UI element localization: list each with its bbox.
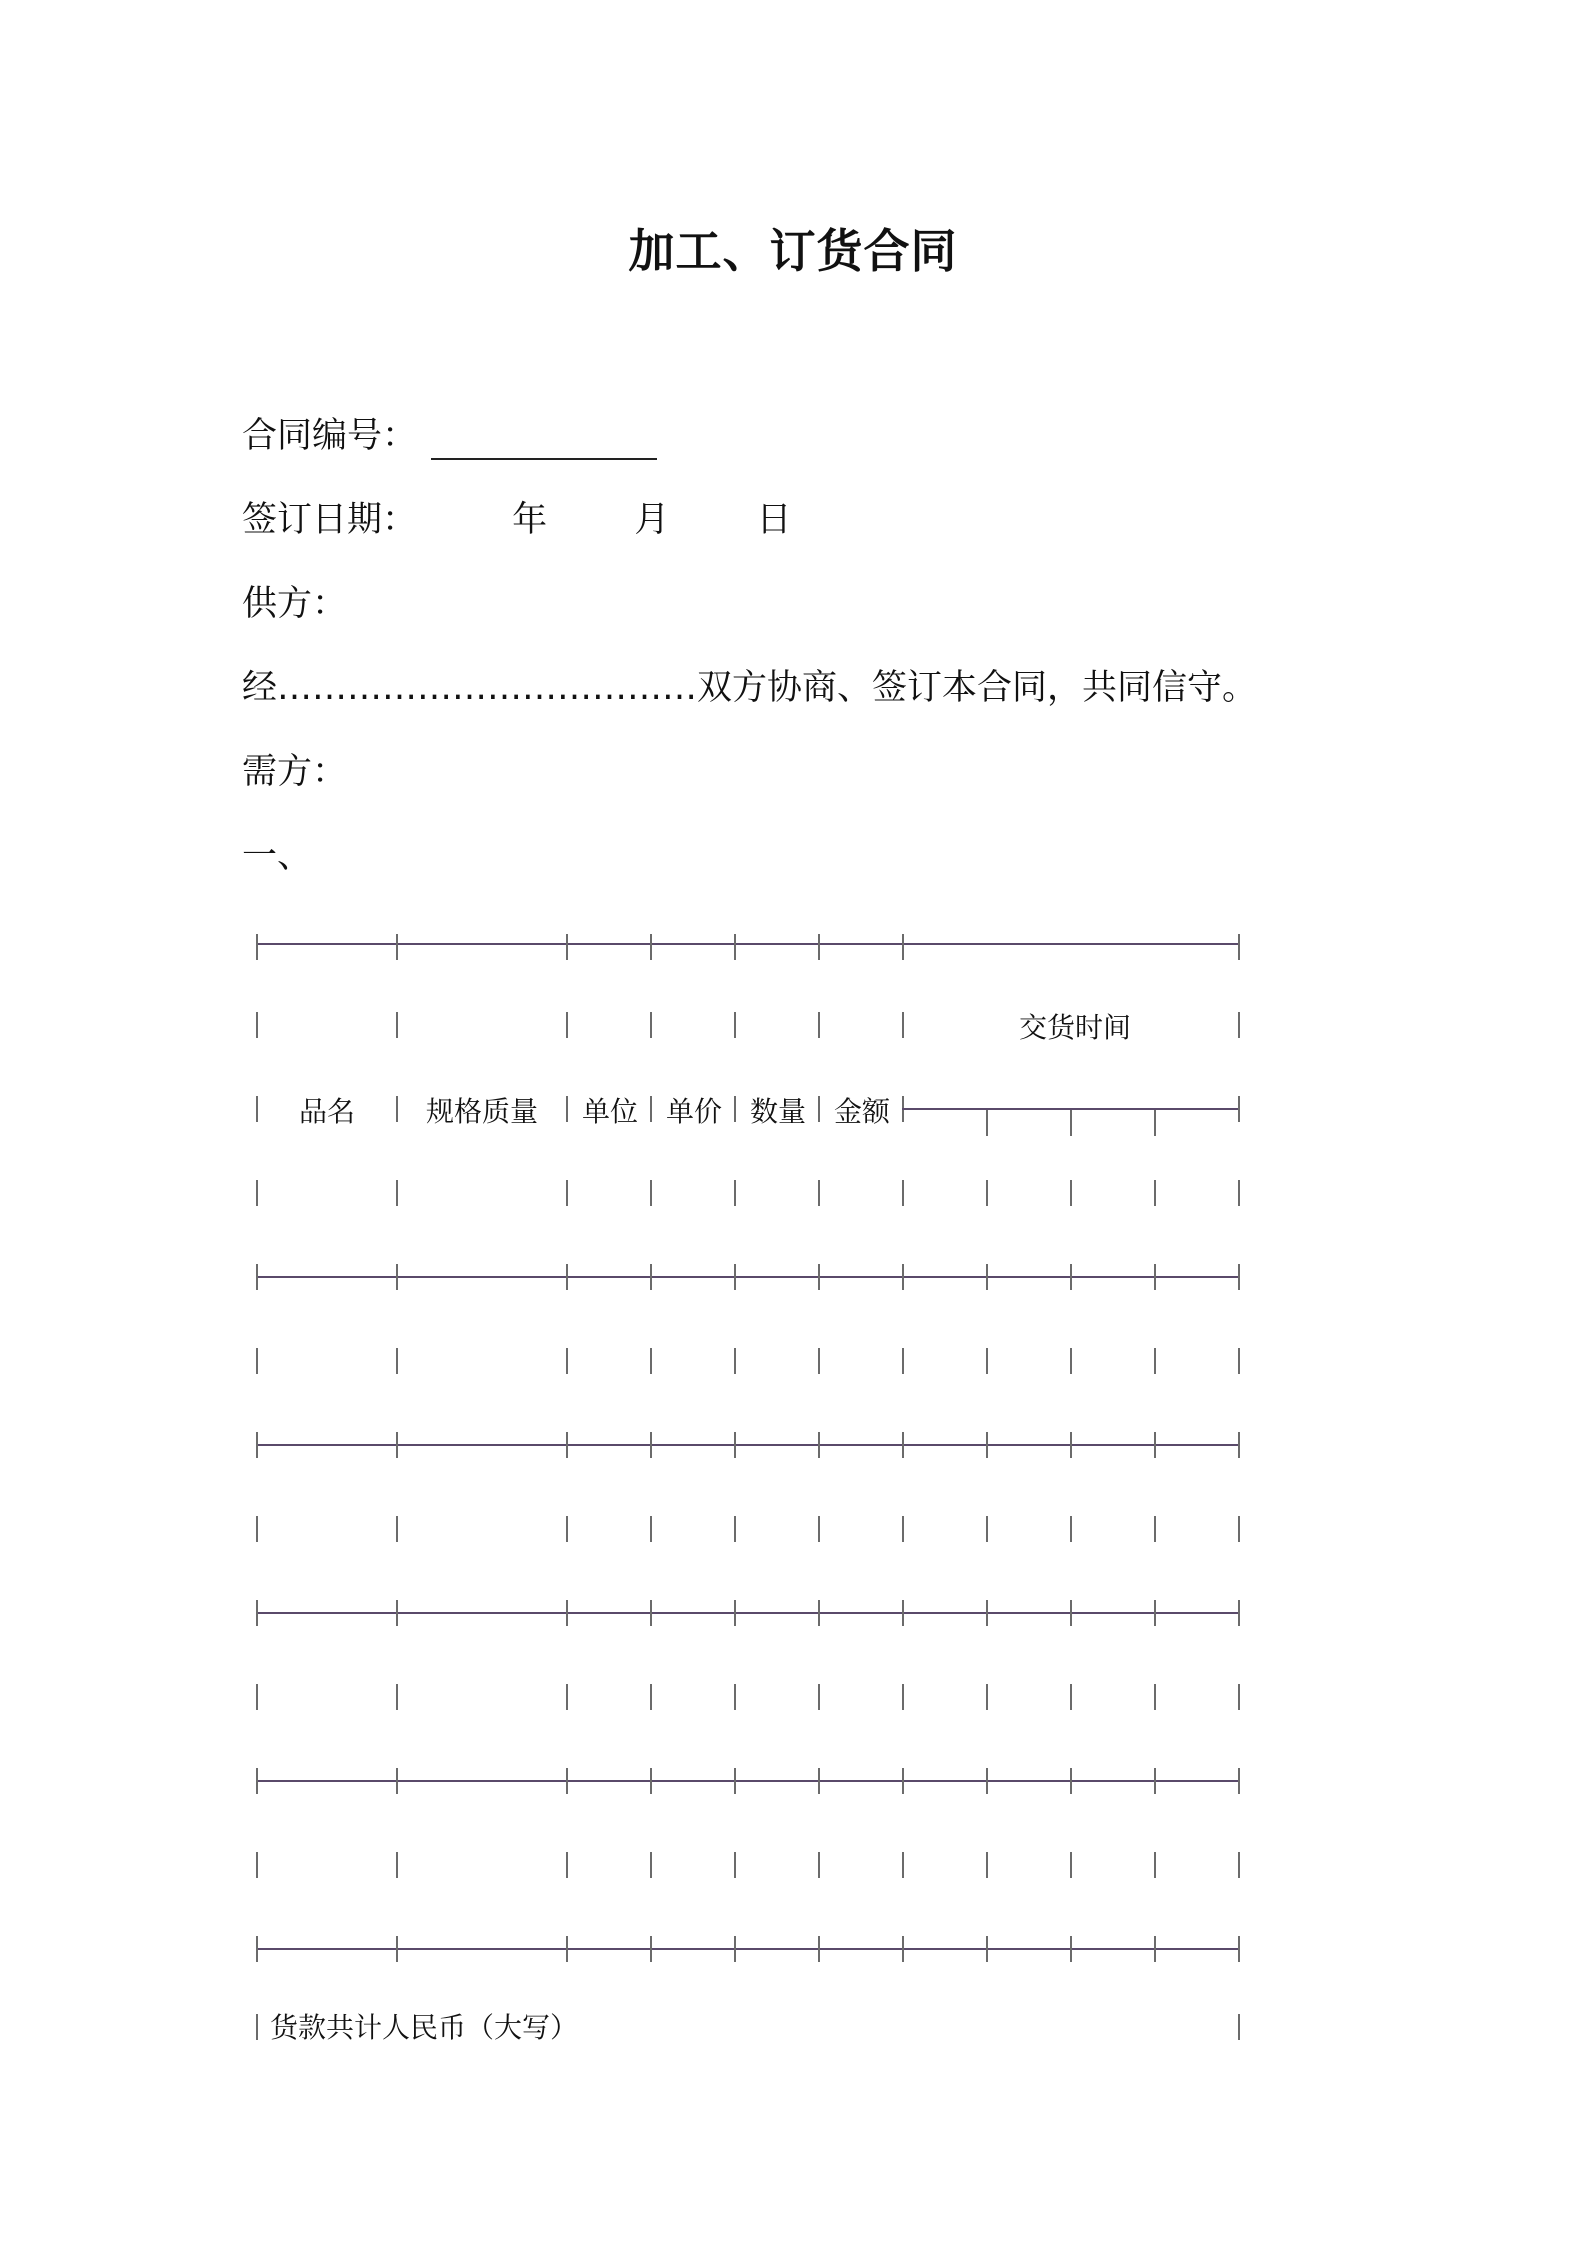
table-row-tick <box>986 1936 988 1962</box>
table-row-divider <box>256 1516 258 1542</box>
table-row-tick <box>650 1264 652 1290</box>
table-row-tick <box>1070 1264 1072 1290</box>
table-row-divider <box>396 1516 398 1542</box>
table-row-tick <box>256 1432 258 1458</box>
sign-date-row <box>242 496 791 544</box>
table-row-tick <box>396 1432 398 1458</box>
contract-number-label: 合同编号： <box>242 416 418 456</box>
table-row-divider <box>1154 1684 1156 1710</box>
table-row-divider <box>1070 1180 1072 1206</box>
table-row-divider <box>734 1852 736 1878</box>
table-row-tick <box>734 1600 736 1626</box>
table-row-divider <box>1154 1180 1156 1206</box>
table-row-divider <box>818 1852 820 1878</box>
sign-date-label: 签订日期： <box>242 500 418 540</box>
table-row-divider <box>566 1516 568 1542</box>
table-row-tick <box>650 1768 652 1794</box>
table-row-divider <box>1238 1180 1240 1206</box>
table-row-tick <box>256 1264 258 1290</box>
table-row-divider <box>566 1684 568 1710</box>
table-row-rule <box>256 1444 1238 1446</box>
agreement-prefix: 经 <box>242 668 278 708</box>
date-day: 日 <box>756 500 792 540</box>
table-header-divider <box>1238 1012 1240 1038</box>
table-row-tick <box>986 1768 988 1794</box>
table-row-tick <box>396 1936 398 1962</box>
table-top-rule <box>256 943 1238 945</box>
table-row-divider <box>256 1348 258 1374</box>
table-row-tick <box>1070 1936 1072 1962</box>
table-top-tick <box>256 934 258 960</box>
table-row-tick <box>1238 1936 1240 1962</box>
table-row-divider <box>1238 1684 1240 1710</box>
delivery-subcolumn-tick <box>1154 1110 1156 1136</box>
table-row-divider <box>256 1180 258 1206</box>
table-row-divider <box>1070 1684 1072 1710</box>
table-row-rule <box>256 1780 1238 1782</box>
table-row-divider <box>986 1852 988 1878</box>
table-row-tick <box>902 1768 904 1794</box>
table-header-divider <box>256 1096 258 1122</box>
table-row-divider <box>1070 1516 1072 1542</box>
table-row-divider <box>396 1348 398 1374</box>
table-row-divider <box>1238 1852 1240 1878</box>
delivery-subcolumn-tick <box>986 1110 988 1136</box>
table-header-divider <box>396 1012 398 1038</box>
table-row-divider <box>1238 1516 1240 1542</box>
table-row-tick <box>256 1768 258 1794</box>
table-row-tick <box>902 1264 904 1290</box>
table-row-divider <box>1154 1516 1156 1542</box>
section-one-heading: 一、 <box>242 836 313 876</box>
table-header-divider <box>1238 1096 1240 1122</box>
table-top-tick <box>566 934 568 960</box>
table-row-tick <box>1154 1768 1156 1794</box>
table-header-divider <box>650 1012 652 1038</box>
table-row-divider <box>902 1180 904 1206</box>
table-row-tick <box>566 1264 568 1290</box>
table-row-tick <box>256 1936 258 1962</box>
table-row-tick <box>650 1936 652 1962</box>
table-header-divider <box>818 1096 820 1122</box>
table-row-divider <box>734 1684 736 1710</box>
column-header-quantity: 数量 <box>749 1095 806 1128</box>
table-row-divider <box>566 1180 568 1206</box>
table-row-tick <box>902 1600 904 1626</box>
table-row-divider <box>986 1516 988 1542</box>
agreement-suffix: 双方协商、签订本合同，共同信守。 <box>697 668 1258 708</box>
table-row-divider <box>566 1348 568 1374</box>
buyer-label: 需方： <box>242 752 348 792</box>
table-row-divider <box>902 1516 904 1542</box>
table-row-divider <box>818 1348 820 1374</box>
table-row-tick <box>396 1768 398 1794</box>
table-row-tick <box>902 1432 904 1458</box>
table-row-divider <box>986 1348 988 1374</box>
table-header-divider <box>734 1096 736 1122</box>
table-row-tick <box>1154 1264 1156 1290</box>
table-top-tick <box>734 934 736 960</box>
table-row-tick <box>734 1432 736 1458</box>
table-row-divider <box>1070 1852 1072 1878</box>
table-row-tick <box>396 1264 398 1290</box>
table-row-divider <box>256 1852 258 1878</box>
table-row-tick <box>566 1432 568 1458</box>
table-row-tick <box>734 1768 736 1794</box>
table-row-divider <box>818 1516 820 1542</box>
column-header-unit: 单位 <box>581 1095 638 1128</box>
table-row-tick <box>1238 1600 1240 1626</box>
table-row-tick <box>1070 1768 1072 1794</box>
table-row-divider <box>566 1852 568 1878</box>
table-top-tick <box>818 934 820 960</box>
table-top-tick <box>902 934 904 960</box>
table-header-divider <box>818 1012 820 1038</box>
table-row-tick <box>818 1264 820 1290</box>
table-row-divider <box>256 1684 258 1710</box>
table-row-divider <box>1154 1348 1156 1374</box>
table-header-divider <box>566 1012 568 1038</box>
table-row-tick <box>396 1600 398 1626</box>
table-header-divider <box>902 1012 904 1038</box>
delivery-time-header: 交货时间 <box>1018 1011 1131 1044</box>
table-row-divider <box>734 1348 736 1374</box>
table-row-tick <box>1238 1264 1240 1290</box>
total-row-right-bar <box>1238 2014 1240 2040</box>
table-row-divider <box>734 1516 736 1542</box>
table-row-divider <box>396 1852 398 1878</box>
table-header-divider <box>650 1096 652 1122</box>
total-row-left-bar <box>256 2014 258 2040</box>
table-row-tick <box>818 1936 820 1962</box>
table-row-tick <box>986 1264 988 1290</box>
table-row-tick <box>1070 1432 1072 1458</box>
table-top-tick <box>396 934 398 960</box>
table-row-tick <box>650 1600 652 1626</box>
table-row-tick <box>1154 1432 1156 1458</box>
table-header-divider <box>256 1012 258 1038</box>
date-year: 年 <box>512 500 548 540</box>
agreement-clause <box>242 664 1257 712</box>
table-row-divider <box>818 1180 820 1206</box>
contract-number-blank[interactable] <box>431 422 657 460</box>
table-header-divider <box>734 1012 736 1038</box>
table-top-tick <box>650 934 652 960</box>
table-header-divider <box>566 1096 568 1122</box>
table-row-tick <box>650 1432 652 1458</box>
total-amount-label: 货款共计人民币（大写） <box>270 2011 579 2044</box>
table-row-divider <box>986 1684 988 1710</box>
table-row-rule <box>256 1276 1238 1278</box>
table-row-tick <box>734 1936 736 1962</box>
table-row-tick <box>902 1936 904 1962</box>
table-row-divider <box>734 1180 736 1206</box>
table-row-divider <box>1238 1348 1240 1374</box>
column-header-unit-price: 单价 <box>665 1095 722 1128</box>
supplier-label: 供方： <box>242 584 348 624</box>
table-row-tick <box>566 1768 568 1794</box>
delivery-subcolumn-tick <box>1070 1110 1072 1136</box>
table-row-tick <box>818 1768 820 1794</box>
column-header-product-name: 品名 <box>298 1095 355 1128</box>
table-row-rule <box>256 1612 1238 1614</box>
table-row-divider <box>650 1180 652 1206</box>
table-row-divider <box>902 1348 904 1374</box>
table-row-divider <box>396 1684 398 1710</box>
table-row-tick <box>566 1936 568 1962</box>
table-row-divider <box>396 1180 398 1206</box>
table-row-tick <box>1238 1768 1240 1794</box>
table-row-tick <box>818 1600 820 1626</box>
table-header-divider <box>396 1096 398 1122</box>
table-row-tick <box>1070 1600 1072 1626</box>
table-row-rule <box>256 1948 1238 1950</box>
column-header-amount: 金额 <box>833 1095 890 1128</box>
table-row-divider <box>818 1684 820 1710</box>
table-row-divider <box>986 1180 988 1206</box>
table-row-tick <box>566 1600 568 1626</box>
table-row-tick <box>1154 1936 1156 1962</box>
table-row-divider <box>1154 1852 1156 1878</box>
table-row-tick <box>986 1432 988 1458</box>
table-row-divider <box>902 1852 904 1878</box>
column-header-spec-quality: 规格质量 <box>425 1095 538 1128</box>
table-top-tick <box>1238 934 1240 960</box>
table-row-tick <box>1238 1432 1240 1458</box>
table-row-tick <box>818 1432 820 1458</box>
table-row-divider <box>650 1684 652 1710</box>
table-row-tick <box>256 1600 258 1626</box>
table-row-tick <box>1154 1600 1156 1626</box>
date-month: 月 <box>634 500 670 540</box>
table-row-divider <box>650 1348 652 1374</box>
table-row-divider <box>650 1516 652 1542</box>
table-row-tick <box>734 1264 736 1290</box>
table-row-divider <box>650 1852 652 1878</box>
agreement-dots: ……………………………… <box>277 668 698 708</box>
table-row-divider <box>902 1684 904 1710</box>
contract-number-row <box>242 412 657 460</box>
table-row-tick <box>986 1600 988 1626</box>
document-title: 加工、订货合同 <box>628 224 958 278</box>
table-row-divider <box>1070 1348 1072 1374</box>
